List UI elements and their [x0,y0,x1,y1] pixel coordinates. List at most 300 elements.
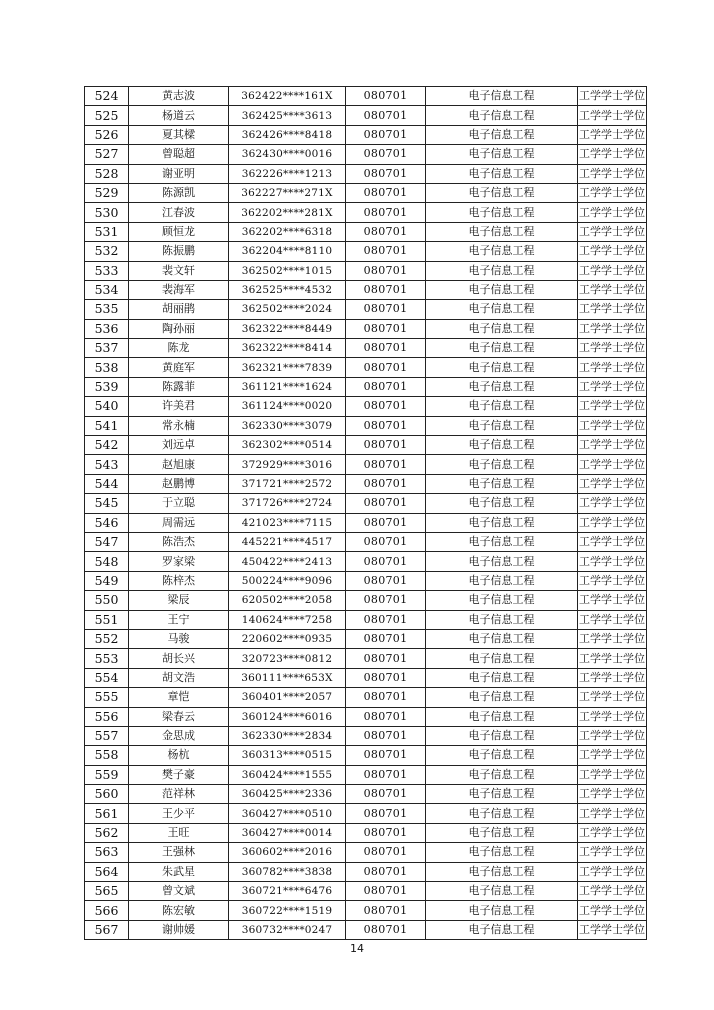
major-code-cell: 080701 [346,823,426,842]
student-name-cell: 赵旭康 [129,455,229,474]
id-number-cell: 362227****271X [229,183,346,202]
major-name-cell: 电子信息工程 [426,668,578,687]
sequence-number-cell: 554 [85,668,129,687]
id-number-cell: 362322****8414 [229,339,346,358]
major-name-cell: 电子信息工程 [426,571,578,590]
major-name-cell: 电子信息工程 [426,455,578,474]
table-row [85,804,647,823]
table-row [85,474,647,493]
table-row [85,377,647,396]
student-name-cell: 于立聪 [129,494,229,513]
major-code-cell: 080701 [346,125,426,144]
degree-type-cell: 工学学士学位 [578,436,647,455]
id-number-cell: 450422****2413 [229,552,346,571]
student-name-cell: 曾文斌 [129,882,229,901]
major-code-cell: 080701 [346,164,426,183]
student-name-cell: 黄志波 [129,87,229,106]
sequence-number-cell: 532 [85,242,129,261]
major-name-cell: 电子信息工程 [426,106,578,125]
table-row [85,610,647,629]
id-number-cell: 362525****4532 [229,280,346,299]
sequence-number-cell: 539 [85,377,129,396]
table-row [85,203,647,222]
id-number-cell: 371726****2724 [229,494,346,513]
student-name-cell: 谢亚明 [129,164,229,183]
table-row [85,688,647,707]
table-row [85,765,647,784]
major-name-cell: 电子信息工程 [426,87,578,106]
table-row [85,455,647,474]
major-code-cell: 080701 [346,804,426,823]
degree-type-cell: 工学学士学位 [578,145,647,164]
major-name-cell: 电子信息工程 [426,785,578,804]
table-row [85,571,647,590]
major-name-cell: 电子信息工程 [426,629,578,648]
major-code-cell: 080701 [346,377,426,396]
student-name-cell: 胡长兴 [129,649,229,668]
student-name-cell: 顾恒龙 [129,222,229,241]
major-name-cell: 电子信息工程 [426,513,578,532]
major-name-cell: 电子信息工程 [426,416,578,435]
degree-type-cell: 工学学士学位 [578,164,647,183]
table-row [85,746,647,765]
major-code-cell: 080701 [346,610,426,629]
degree-type-cell: 工学学士学位 [578,901,647,920]
table-row [85,785,647,804]
major-name-cell: 电子信息工程 [426,882,578,901]
degree-type-cell: 工学学士学位 [578,571,647,590]
table-row [85,649,647,668]
degree-type-cell: 工学学士学位 [578,377,647,396]
id-number-cell: 360722****1519 [229,901,346,920]
major-name-cell: 电子信息工程 [426,397,578,416]
major-code-cell: 080701 [346,183,426,202]
student-name-cell: 陈宏敏 [129,901,229,920]
student-name-cell: 陈梓杰 [129,571,229,590]
major-code-cell: 080701 [346,862,426,881]
id-number-cell: 220602****0935 [229,629,346,648]
page-number: 14 [350,942,364,955]
sequence-number-cell: 528 [85,164,129,183]
sequence-number-cell: 556 [85,707,129,726]
degree-list-table [84,86,647,940]
degree-type-cell: 工学学士学位 [578,474,647,493]
sequence-number-cell: 563 [85,843,129,862]
degree-type-cell: 工学学士学位 [578,862,647,881]
student-name-cell: 马骏 [129,629,229,648]
table-row [85,552,647,571]
student-name-cell: 金思成 [129,726,229,745]
major-code-cell: 080701 [346,843,426,862]
major-name-cell: 电子信息工程 [426,610,578,629]
id-number-cell: 362426****8418 [229,125,346,144]
id-number-cell: 320723****0812 [229,649,346,668]
sequence-number-cell: 546 [85,513,129,532]
sequence-number-cell: 541 [85,416,129,435]
major-code-cell: 080701 [346,358,426,377]
sequence-number-cell: 551 [85,610,129,629]
major-code-cell: 080701 [346,882,426,901]
student-name-cell: 杨杭 [129,746,229,765]
table-row [85,726,647,745]
sequence-number-cell: 531 [85,222,129,241]
major-name-cell: 电子信息工程 [426,901,578,920]
sequence-number-cell: 561 [85,804,129,823]
major-code-cell: 080701 [346,319,426,338]
major-name-cell: 电子信息工程 [426,920,578,939]
major-code-cell: 080701 [346,688,426,707]
student-name-cell: 梁辰 [129,591,229,610]
id-number-cell: 500224****9096 [229,571,346,590]
degree-type-cell: 工学学士学位 [578,494,647,513]
sequence-number-cell: 525 [85,106,129,125]
student-name-cell: 罗家梁 [129,552,229,571]
degree-type-cell: 工学学士学位 [578,87,647,106]
table-row [85,261,647,280]
id-number-cell: 360721****6476 [229,882,346,901]
major-code-cell: 080701 [346,726,426,745]
id-number-cell: 360313****0515 [229,746,346,765]
major-name-cell: 电子信息工程 [426,474,578,493]
table-row [85,901,647,920]
id-number-cell: 361121****1624 [229,377,346,396]
degree-type-cell: 工学学士学位 [578,629,647,648]
student-name-cell: 胡文浩 [129,668,229,687]
degree-type-cell: 工学学士学位 [578,358,647,377]
sequence-number-cell: 553 [85,649,129,668]
sequence-number-cell: 542 [85,436,129,455]
id-number-cell: 360782****3838 [229,862,346,881]
id-number-cell: 445221****4517 [229,532,346,551]
degree-type-cell: 工学学士学位 [578,319,647,338]
degree-type-cell: 工学学士学位 [578,532,647,551]
table-row [85,280,647,299]
student-name-cell: 周需远 [129,513,229,532]
student-name-cell: 陈源凯 [129,183,229,202]
sequence-number-cell: 566 [85,901,129,920]
major-name-cell: 电子信息工程 [426,591,578,610]
major-code-cell: 080701 [346,591,426,610]
major-code-cell: 080701 [346,474,426,493]
table-row [85,591,647,610]
major-name-cell: 电子信息工程 [426,125,578,144]
student-name-cell: 杨道云 [129,106,229,125]
major-code-cell: 080701 [346,494,426,513]
degree-type-cell: 工学学士学位 [578,280,647,299]
table-row [85,668,647,687]
id-number-cell: 361124****0020 [229,397,346,416]
sequence-number-cell: 564 [85,862,129,881]
id-number-cell: 360425****2336 [229,785,346,804]
id-number-cell: 360602****2016 [229,843,346,862]
sequence-number-cell: 529 [85,183,129,202]
table-row [85,125,647,144]
sequence-number-cell: 562 [85,823,129,842]
sequence-number-cell: 557 [85,726,129,745]
id-number-cell: 362430****0016 [229,145,346,164]
major-code-cell: 080701 [346,552,426,571]
major-code-cell: 080701 [346,785,426,804]
major-name-cell: 电子信息工程 [426,726,578,745]
table-row [85,532,647,551]
major-name-cell: 电子信息工程 [426,494,578,513]
sequence-number-cell: 565 [85,882,129,901]
major-name-cell: 电子信息工程 [426,532,578,551]
student-name-cell: 王宁 [129,610,229,629]
table-row [85,494,647,513]
major-code-cell: 080701 [346,87,426,106]
table-row [85,242,647,261]
table-row [85,882,647,901]
degree-type-cell: 工学学士学位 [578,765,647,784]
id-number-cell: 362502****1015 [229,261,346,280]
sequence-number-cell: 535 [85,300,129,319]
sequence-number-cell: 536 [85,319,129,338]
table-row [85,416,647,435]
table-row [85,436,647,455]
major-name-cell: 电子信息工程 [426,649,578,668]
student-name-cell: 谢帅媛 [129,920,229,939]
major-code-cell: 080701 [346,242,426,261]
sequence-number-cell: 560 [85,785,129,804]
id-number-cell: 362202****281X [229,203,346,222]
major-name-cell: 电子信息工程 [426,280,578,299]
student-name-cell: 王强林 [129,843,229,862]
table-row [85,823,647,842]
table-row [85,87,647,106]
id-number-cell: 362202****6318 [229,222,346,241]
id-number-cell: 362321****7839 [229,358,346,377]
id-number-cell: 362330****2834 [229,726,346,745]
table-row [85,843,647,862]
sequence-number-cell: 547 [85,532,129,551]
degree-type-cell: 工学学士学位 [578,746,647,765]
sequence-number-cell: 567 [85,920,129,939]
degree-type-cell: 工学学士学位 [578,668,647,687]
degree-type-cell: 工学学士学位 [578,513,647,532]
degree-type-cell: 工学学士学位 [578,339,647,358]
degree-type-cell: 工学学士学位 [578,785,647,804]
id-number-cell: 360732****0247 [229,920,346,939]
major-name-cell: 电子信息工程 [426,377,578,396]
degree-type-cell: 工学学士学位 [578,125,647,144]
major-name-cell: 电子信息工程 [426,319,578,338]
major-code-cell: 080701 [346,668,426,687]
major-code-cell: 080701 [346,629,426,648]
sequence-number-cell: 533 [85,261,129,280]
degree-type-cell: 工学学士学位 [578,455,647,474]
id-number-cell: 421023****7115 [229,513,346,532]
id-number-cell: 362422****161X [229,87,346,106]
degree-type-cell: 工学学士学位 [578,242,647,261]
sequence-number-cell: 538 [85,358,129,377]
major-name-cell: 电子信息工程 [426,300,578,319]
major-name-cell: 电子信息工程 [426,843,578,862]
sequence-number-cell: 548 [85,552,129,571]
degree-type-cell: 工学学士学位 [578,397,647,416]
student-name-cell: 朱武星 [129,862,229,881]
table-row [85,862,647,881]
table-row [85,183,647,202]
id-number-cell: 360427****0014 [229,823,346,842]
student-name-cell: 陈露菲 [129,377,229,396]
major-code-cell: 080701 [346,222,426,241]
major-code-cell: 080701 [346,203,426,222]
degree-type-cell: 工学学士学位 [578,882,647,901]
table-body [85,87,647,940]
sequence-number-cell: 559 [85,765,129,784]
major-name-cell: 电子信息工程 [426,688,578,707]
major-name-cell: 电子信息工程 [426,222,578,241]
sequence-number-cell: 552 [85,629,129,648]
table-row [85,629,647,648]
sequence-number-cell: 550 [85,591,129,610]
degree-type-cell: 工学学士学位 [578,222,647,241]
table-row [85,222,647,241]
major-code-cell: 080701 [346,397,426,416]
sequence-number-cell: 558 [85,746,129,765]
table-row [85,319,647,338]
major-name-cell: 电子信息工程 [426,164,578,183]
degree-type-cell: 工学学士学位 [578,843,647,862]
table-row [85,358,647,377]
major-code-cell: 080701 [346,455,426,474]
major-name-cell: 电子信息工程 [426,804,578,823]
student-name-cell: 许美君 [129,397,229,416]
major-name-cell: 电子信息工程 [426,707,578,726]
student-name-cell: 夏其樑 [129,125,229,144]
degree-type-cell: 工学学士学位 [578,707,647,726]
sequence-number-cell: 543 [85,455,129,474]
degree-type-cell: 工学学士学位 [578,591,647,610]
sequence-number-cell: 534 [85,280,129,299]
student-name-cell: 江春波 [129,203,229,222]
major-code-cell: 080701 [346,571,426,590]
major-name-cell: 电子信息工程 [426,436,578,455]
id-number-cell: 362226****1213 [229,164,346,183]
sequence-number-cell: 540 [85,397,129,416]
major-name-cell: 电子信息工程 [426,242,578,261]
degree-type-cell: 工学学士学位 [578,203,647,222]
table-row [85,707,647,726]
degree-type-cell: 工学学士学位 [578,106,647,125]
sequence-number-cell: 545 [85,494,129,513]
major-name-cell: 电子信息工程 [426,746,578,765]
major-code-cell: 080701 [346,106,426,125]
sequence-number-cell: 530 [85,203,129,222]
student-name-cell: 陶孙丽 [129,319,229,338]
degree-type-cell: 工学学士学位 [578,804,647,823]
sequence-number-cell: 544 [85,474,129,493]
major-code-cell: 080701 [346,513,426,532]
student-name-cell: 章恺 [129,688,229,707]
degree-type-cell: 工学学士学位 [578,920,647,939]
id-number-cell: 362330****3079 [229,416,346,435]
major-code-cell: 080701 [346,707,426,726]
id-number-cell: 362322****8449 [229,319,346,338]
sequence-number-cell: 537 [85,339,129,358]
id-number-cell: 371721****2572 [229,474,346,493]
table-row [85,164,647,183]
major-code-cell: 080701 [346,280,426,299]
major-code-cell: 080701 [346,765,426,784]
sequence-number-cell: 526 [85,125,129,144]
major-code-cell: 080701 [346,901,426,920]
major-code-cell: 080701 [346,649,426,668]
student-name-cell: 王旺 [129,823,229,842]
table-row [85,397,647,416]
id-number-cell: 362502****2024 [229,300,346,319]
id-number-cell: 362425****3613 [229,106,346,125]
degree-type-cell: 工学学士学位 [578,183,647,202]
sequence-number-cell: 524 [85,87,129,106]
major-code-cell: 080701 [346,532,426,551]
student-name-cell: 陈浩杰 [129,532,229,551]
id-number-cell: 362302****0514 [229,436,346,455]
degree-type-cell: 工学学士学位 [578,261,647,280]
student-name-cell: 赵鹏博 [129,474,229,493]
major-code-cell: 080701 [346,300,426,319]
major-code-cell: 080701 [346,746,426,765]
major-code-cell: 080701 [346,145,426,164]
major-name-cell: 电子信息工程 [426,823,578,842]
major-code-cell: 080701 [346,339,426,358]
degree-type-cell: 工学学士学位 [578,688,647,707]
student-name-cell: 胡丽鹃 [129,300,229,319]
major-name-cell: 电子信息工程 [426,862,578,881]
student-name-cell: 范祥林 [129,785,229,804]
table-row [85,513,647,532]
degree-type-cell: 工学学士学位 [578,300,647,319]
table-row [85,145,647,164]
major-code-cell: 080701 [346,436,426,455]
sequence-number-cell: 527 [85,145,129,164]
table-row [85,920,647,939]
table-row [85,339,647,358]
major-name-cell: 电子信息工程 [426,358,578,377]
id-number-cell: 620502****2058 [229,591,346,610]
degree-type-cell: 工学学士学位 [578,416,647,435]
student-name-cell: 黄庭军 [129,358,229,377]
major-name-cell: 电子信息工程 [426,552,578,571]
degree-type-cell: 工学学士学位 [578,649,647,668]
major-name-cell: 电子信息工程 [426,145,578,164]
major-code-cell: 080701 [346,920,426,939]
id-number-cell: 372929****3016 [229,455,346,474]
id-number-cell: 360124****6016 [229,707,346,726]
major-name-cell: 电子信息工程 [426,339,578,358]
student-name-cell: 王少平 [129,804,229,823]
student-name-cell: 陈龙 [129,339,229,358]
table-row [85,300,647,319]
id-number-cell: 360111****653X [229,668,346,687]
id-number-cell: 360424****1555 [229,765,346,784]
student-name-cell: 曾聪超 [129,145,229,164]
student-name-cell: 常永楠 [129,416,229,435]
student-name-cell: 裴文轩 [129,261,229,280]
table-row [85,106,647,125]
sequence-number-cell: 555 [85,688,129,707]
student-name-cell: 陈振鹏 [129,242,229,261]
student-name-cell: 梁春云 [129,707,229,726]
student-name-cell: 裴海军 [129,280,229,299]
major-name-cell: 电子信息工程 [426,203,578,222]
major-name-cell: 电子信息工程 [426,765,578,784]
id-number-cell: 140624****7258 [229,610,346,629]
student-name-cell: 樊子豪 [129,765,229,784]
id-number-cell: 362204****8110 [229,242,346,261]
id-number-cell: 360401****2057 [229,688,346,707]
